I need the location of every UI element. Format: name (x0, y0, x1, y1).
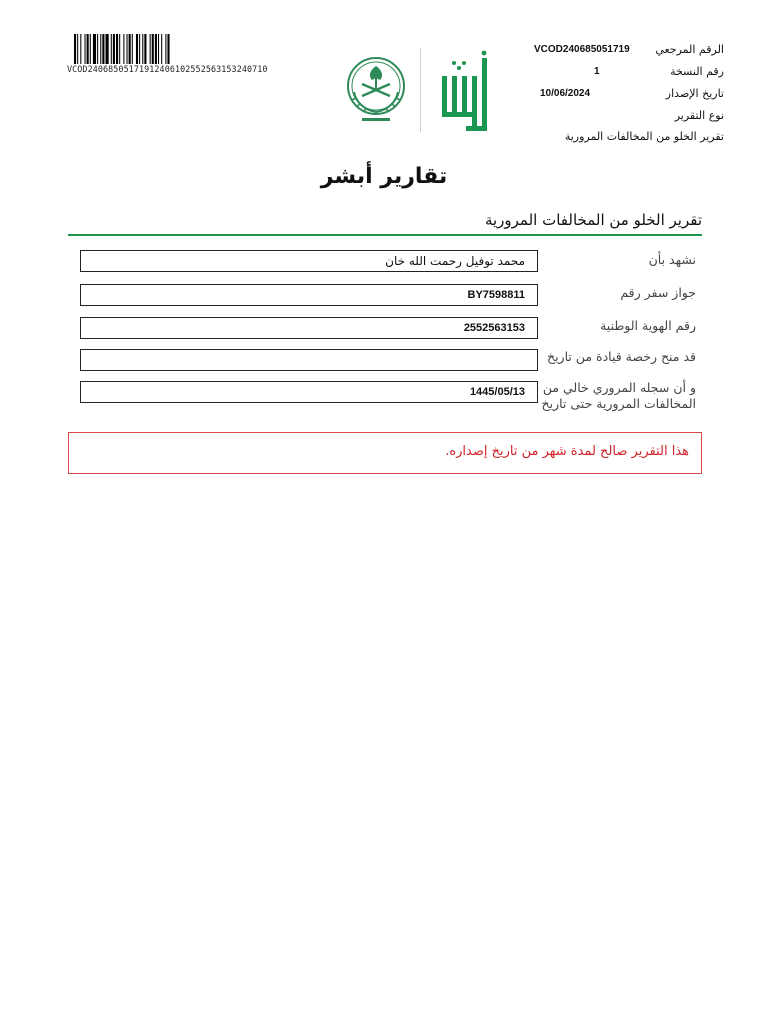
certify-label: نشهد بأن (648, 252, 696, 267)
validity-notice (68, 432, 702, 474)
section-title: تقرير الخلو من المخالفات المرورية (484, 211, 702, 229)
national-id-value: 2552563153 (463, 322, 525, 334)
license-date-field (80, 349, 538, 371)
national-id-field (80, 317, 538, 339)
passport-field (80, 284, 538, 306)
validity-notice-text: هذا التقرير صالح لمدة شهر من تاريخ إصداره. (445, 444, 689, 459)
section-divider (68, 234, 702, 236)
report-type-value: تقرير الخلو من المخالفات المرورية (564, 130, 724, 143)
name-value: محمد توفيل رحمت الله خان (385, 254, 525, 268)
record-clear-date-value: 1445/05/13 (469, 386, 525, 398)
issue-date-value: 10/06/2024 (540, 87, 591, 99)
barcode-image (74, 34, 268, 64)
reference-value: VCOD240685051719 (534, 43, 630, 55)
page-title: تقارير أبشر (320, 164, 448, 189)
issue-date-row (534, 82, 724, 104)
reference-row (534, 38, 724, 60)
copy-value: 1 (594, 65, 600, 77)
barcode-text: VCOD2406850517191240610255256315324071‌0 (67, 64, 268, 74)
absher-logo-icon (436, 50, 492, 134)
issue-date-label: تاريخ الإصدار (665, 86, 724, 100)
passport-value: BY7598811 (467, 289, 525, 301)
reference-label: الرقم المرجعي (655, 42, 724, 56)
record-clear-label: و أن سجله المروري خالي من المخالفات المرورية حتى تاريخ (541, 380, 696, 411)
passport-label: جواز سفر رقم (620, 285, 696, 300)
record-clear-date-field (80, 381, 538, 403)
name-field (80, 250, 538, 272)
report-type-label: نوع التقرير (674, 108, 724, 122)
report-header-info (534, 38, 724, 148)
logo-divider (420, 48, 421, 132)
license-date-label: قد منح رخصة قيادة من تاريخ (547, 349, 696, 364)
report-type-row (534, 104, 724, 126)
copy-row (534, 60, 724, 82)
national-id-label: رقم الهوية الوطنية (600, 318, 696, 333)
copy-label: رقم النسخة (670, 64, 724, 78)
saudi-emblem-icon (342, 52, 410, 128)
